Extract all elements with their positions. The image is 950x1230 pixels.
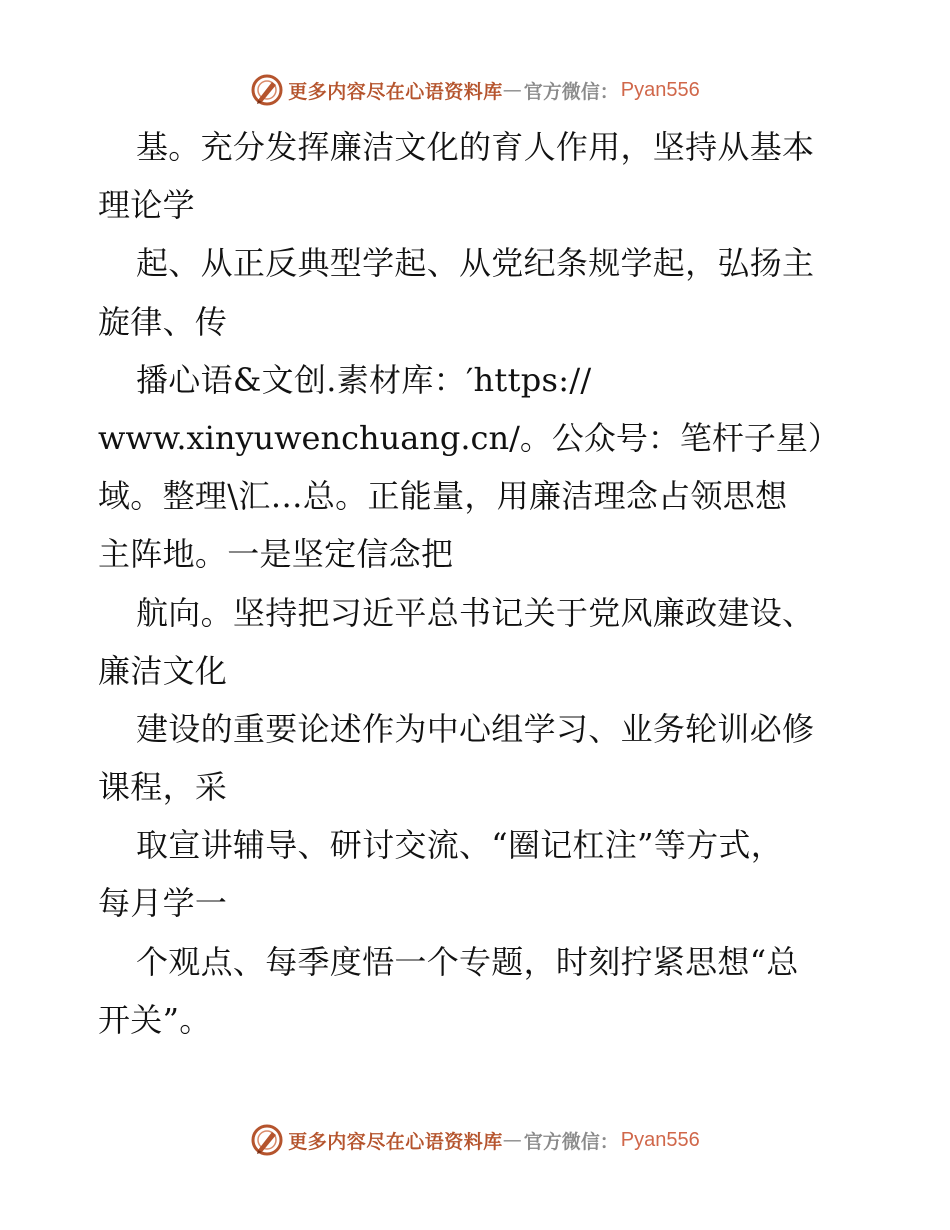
text-line: 起、从正反典型学起、从党纪条规学起，弘扬主: [136, 244, 815, 283]
text-line: 理论学: [98, 186, 195, 225]
banner-dash: —: [502, 1129, 522, 1151]
text-line: 主阵地。一是坚定信念把: [98, 535, 454, 574]
banner-wechat-id: Pyan556: [620, 78, 700, 101]
banner-site-name: 更多内容尽在心语资料库: [288, 80, 503, 103]
text-line: 个观点、每季度悟一个专题，时刻拧紧思想“总: [136, 942, 799, 981]
text-line: 航向。坚持把习近平总书记关于党风廉政建设、: [136, 593, 815, 632]
pen-logo-icon: [250, 1123, 284, 1157]
text-line: 课程，采: [98, 768, 228, 807]
text-line: 取宣讲辅导、研讨交流、“圈记杠注”等方式，: [136, 826, 784, 865]
banner-dash: —: [502, 79, 522, 101]
text-line: 廉洁文化: [98, 651, 228, 690]
text-line: 基。充分发挥廉洁文化的育人作用，坚持从基本: [136, 128, 815, 166]
text-line: 每月学一: [98, 884, 228, 923]
footer-banner: [0, 1120, 950, 1160]
pen-logo-icon: [250, 73, 284, 107]
text-line: 域。整理\汇…总。正能量，用廉洁理念占领思想: [98, 477, 788, 516]
banner-wechat-id: Pyan556: [620, 1128, 700, 1151]
document-body: [98, 118, 858, 1049]
text-line: 播心语&文创.素材库：′https://: [136, 360, 592, 399]
text-line: www.xinyuwenchuang.cn/。公众号：笔杆子星）: [98, 418, 840, 457]
header-banner: [0, 70, 950, 110]
banner-wechat-label: 官方微信：: [523, 1130, 619, 1153]
text-line: 建设的重要论述作为中心组学习、业务轮训必修: [136, 709, 815, 748]
text-line: 旋律、传: [98, 302, 228, 341]
banner-wechat-label: 官方微信：: [523, 80, 619, 103]
banner-site-name: 更多内容尽在心语资料库: [288, 1130, 503, 1153]
text-line: 开关”。: [98, 1000, 212, 1039]
